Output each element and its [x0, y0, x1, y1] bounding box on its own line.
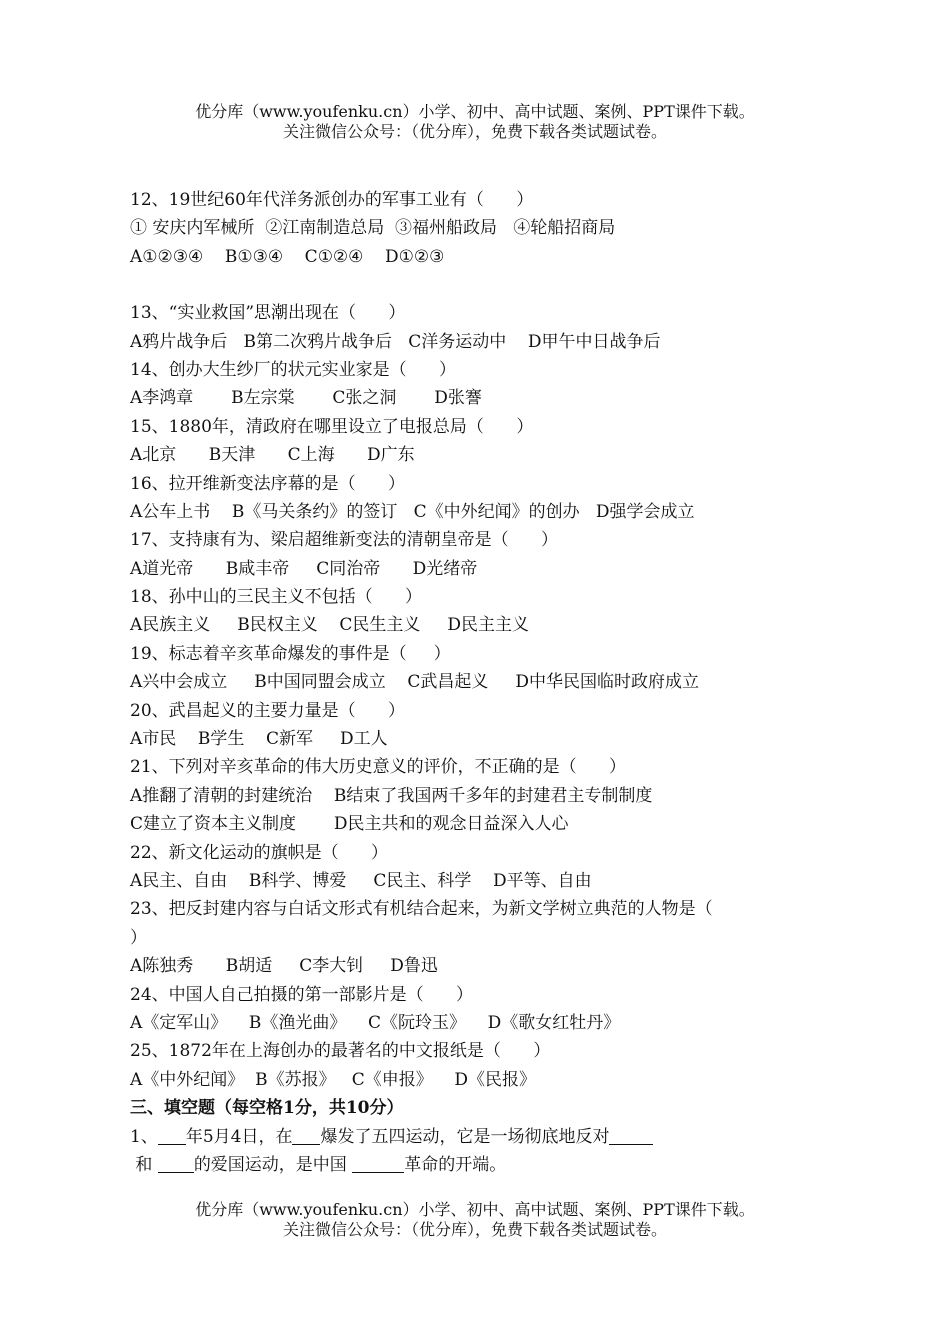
- q22-stem: 22、新文化运动的旗帜是（ ）: [130, 842, 389, 863]
- blank-oppose-1[interactable]: [609, 1126, 653, 1145]
- q19-options: A兴中会成立 B中国同盟会成立 C武昌起义 D中华民国临时政府成立: [130, 672, 700, 693]
- fill-text: 和: [130, 1154, 158, 1175]
- q22-options: A民主、自由 B科学、博爱 C民主、科学 D平等、自由: [130, 870, 592, 891]
- section-3-title: 三、填空题（每空格1分，共10分）: [130, 1098, 404, 1119]
- q23-stem: 23、把反封建内容与白话文形式有机结合起来，为新文学树立典范的人物是（: [130, 899, 713, 920]
- q23-options: A陈独秀 B胡适 C李大钊 D鲁迅: [130, 956, 438, 977]
- q23-stem-end: ）: [130, 927, 147, 948]
- q25-stem: 25、1872年在上海创办的最著名的中文报纸是（ ）: [130, 1041, 551, 1062]
- blank-oppose-2[interactable]: [158, 1154, 194, 1173]
- q25-options: A《中外纪闻》 B《苏报》 C《申报》 D《民报》: [130, 1069, 537, 1090]
- q21-options-2: C建立了资本主义制度 D民主共和的观念日益深入人心: [130, 814, 569, 835]
- q17-stem: 17、支持康有为、梁启超维新变法的清朝皇帝是（ ）: [130, 530, 559, 551]
- fill-text: 的爱国运动，是中国: [193, 1154, 353, 1175]
- q18-stem: 18、孙中山的三民主义不包括（ ）: [130, 587, 423, 608]
- fill-text: 年5月4日，在: [185, 1126, 293, 1147]
- q21-options-1: A推翻了清朝的封建统治 B结束了我国两千多年的封建君主专制制度: [130, 785, 653, 806]
- q14-stem: 14、创办大生纱厂的状元实业家是（ ）: [130, 359, 457, 380]
- question-content: [130, 186, 830, 1179]
- fill-text: 爆发了五四运动，它是一场彻底地反对: [320, 1126, 610, 1147]
- fill-in-1-line-1: [130, 1123, 830, 1151]
- spacer: [130, 271, 830, 299]
- q24-stem: 24、中国人自己拍摄的第一部影片是（ ）: [130, 984, 474, 1005]
- footer-line-1: 优分库（www.youfenku.cn）小学、初中、高中试题、案例、PPT课件下载。: [195, 1200, 755, 1219]
- header-line-1: 优分库（www.youfenku.cn）小学、初中、高中试题、案例、PPT课件下载。: [195, 102, 755, 121]
- q15-options: A北京 B天津 C上海 D广东: [130, 445, 415, 466]
- q18-options: A民族主义 B民权主义 C民生主义 D民主主义: [130, 615, 530, 636]
- page-footer: [0, 1200, 950, 1240]
- fill-text: 革命的开端。: [404, 1154, 507, 1175]
- blank-place[interactable]: [292, 1126, 320, 1145]
- footer-line-2: 关注微信公众号：（优分库），免费下载各类试题试卷。: [282, 1220, 667, 1239]
- q17-options: A道光帝 B咸丰帝 C同治帝 D光绪帝: [130, 558, 478, 579]
- blank-revolution[interactable]: [352, 1154, 404, 1173]
- q16-options: A公车上书 B《马关条约》的签订 C《中外纪闻》的创办 D强学会成立: [130, 501, 695, 522]
- q12-items: ① 安庆内军械所 ②江南制造总局 ③福州船政局 ④轮船招商局: [130, 218, 616, 239]
- q13-options: A鸦片战争后 B第二次鸦片战争后 C洋务运动中 D甲午中日战争后: [130, 331, 661, 352]
- fill-text: 1、: [130, 1126, 158, 1147]
- q15-stem: 15、1880年，清政府在哪里设立了电报总局（ ）: [130, 416, 534, 437]
- q16-stem: 16、拉开维新变法序幕的是（ ）: [130, 473, 406, 494]
- q21-stem: 21、下列对辛亥革命的伟大历史意义的评价，不正确的是（ ）: [130, 757, 627, 778]
- blank-year[interactable]: [158, 1126, 186, 1145]
- q13-stem: 13、“实业救国”思潮出现在（ ）: [130, 303, 406, 324]
- q12-stem: 12、19世纪60年代洋务派创办的军事工业有（ ）: [130, 190, 534, 210]
- header-line-2: 关注微信公众号：（优分库），免费下载各类试题试卷。: [282, 122, 667, 141]
- q20-options: A市民 B学生 C新军 D工人: [130, 729, 388, 750]
- q12-options: A①②③④ B①③④ C①②④ D①②③: [130, 246, 445, 267]
- q24-options: A《定军山》 B《渔光曲》 C《阮玲玉》 D《歌女红牡丹》: [130, 1012, 621, 1033]
- q14-options: A李鸿章 B左宗棠 C张之洞 D张謇: [130, 388, 482, 409]
- fill-in-1-line-2: [130, 1151, 830, 1179]
- page-header: [0, 102, 950, 142]
- q20-stem: 20、武昌起义的主要力量是（ ）: [130, 700, 406, 721]
- q19-stem: 19、标志着辛亥革命爆发的事件是（ ）: [130, 643, 451, 664]
